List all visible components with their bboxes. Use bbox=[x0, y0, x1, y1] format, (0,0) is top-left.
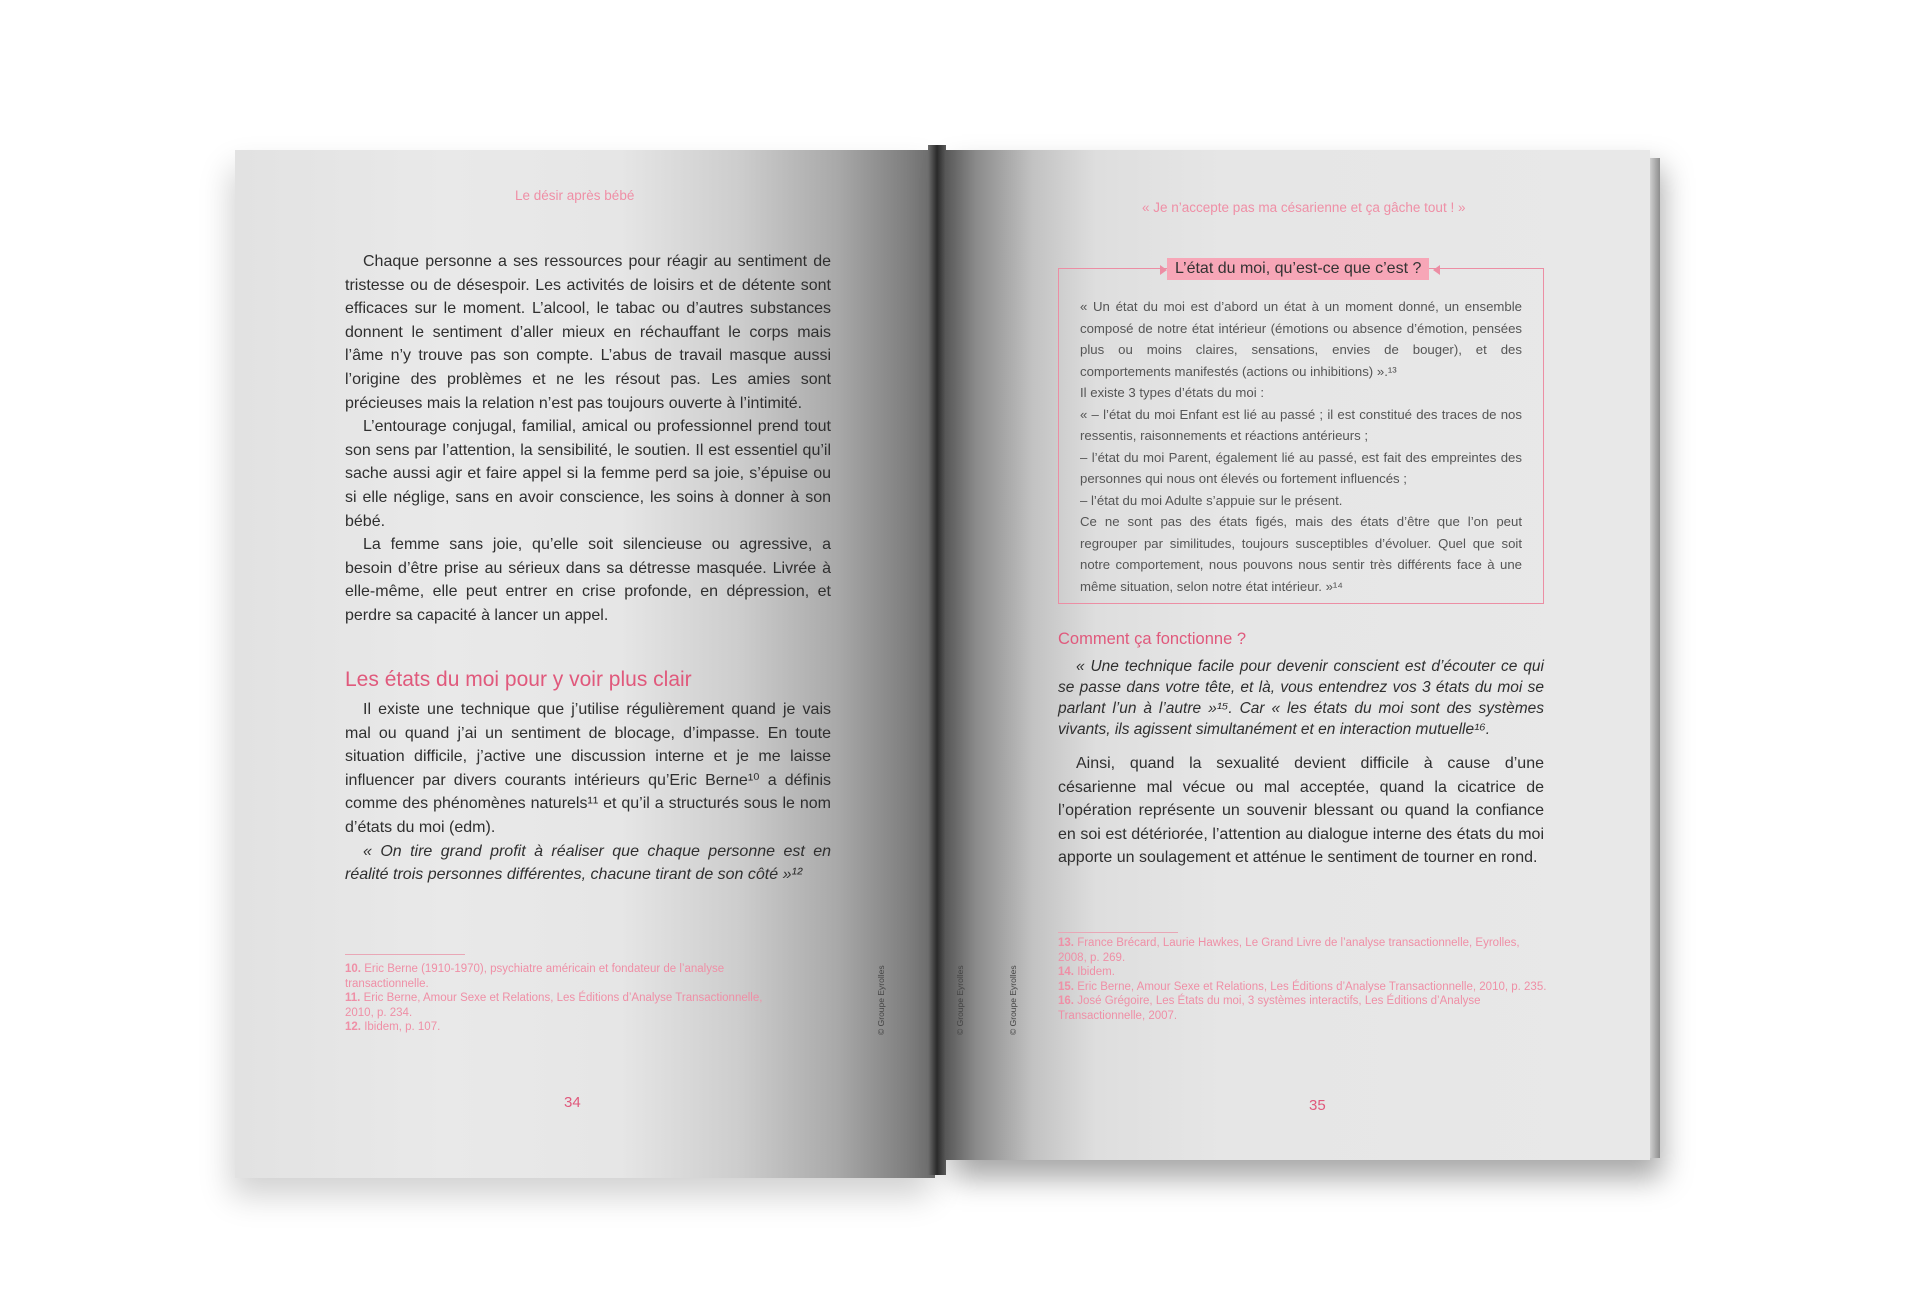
left-footnotes bbox=[345, 962, 765, 1035]
box-line: Il existe 3 types d’états du moi : bbox=[1080, 385, 1264, 400]
footnote-rule bbox=[1058, 932, 1178, 933]
footnote: 13. France Brécard, Laurie Hawkes, Le Grand Livre de l’analyse transactionnelle, Eyrolles, 2008, p. 269. bbox=[1058, 937, 1520, 964]
page-edge bbox=[1650, 158, 1660, 1158]
page-number: 35 bbox=[1309, 1097, 1326, 1114]
box-line: Ce ne sont pas des états figés, mais des états d’être que l’on peut regrouper par similitudes, toujours susceptibles d’évoluer. Quel que soit notre comportement, nous pouvons nous sentir très différents face à une même situation, selon notre état intérieur. »¹⁴ bbox=[1080, 514, 1522, 594]
footnote: 15. Eric Berne, Amour Sexe et Relations, Les Éditions d’Analyse Transactionnelle, 2010, p. 235. bbox=[1058, 980, 1547, 993]
box-line: – l’état du moi Adulte s’appuie sur le présent. bbox=[1080, 492, 1343, 508]
paragraph: La femme sans joie, qu’elle soit silencieuse ou agressive, a besoin d’être prise au sérieux dans sa détresse masquée. Livrée à elle-même, elle peut entrer en crise profonde, en dépression, et perdre sa capacité à lancer un appel. bbox=[345, 536, 831, 624]
footnote: 11. Eric Berne, Amour Sexe et Relations, Les Éditions d’Analyse Transactionnelle, 2010, p. 234. bbox=[345, 992, 763, 1019]
right-footnotes bbox=[1058, 936, 1548, 1023]
box-line: « – l’état du moi Enfant est lié au passé ; il est constitué des traces de nos ressentis, raisonnements et réactions antérieurs ; bbox=[1080, 406, 1522, 443]
box-line: « Un état du moi est d’abord un état à un moment donné, un ensemble composé de notre état intérieur (émotions ou absence d’émotion, pensées plus ou moins claires, sensations, envies de bouger), et des comportements manifestés (actions ou inhibitions) ».¹³ bbox=[1080, 299, 1522, 379]
box-title: L’état du moi, qu’est-ce que c’est ? bbox=[1167, 258, 1429, 280]
left-running-head: Le désir après bébé bbox=[515, 188, 635, 203]
quote: « On tire grand profit à réaliser que chaque personne est en réalité trois personnes différentes, chacune tirant de son côté »¹² bbox=[345, 842, 831, 884]
footnote: 14. Ibidem. bbox=[1058, 966, 1115, 978]
book-spine bbox=[928, 145, 946, 1175]
footnote: 10. Eric Berne (1910-1970), psychiatre américain et fondateur de l’analyse transactionnelle. bbox=[345, 963, 725, 990]
copyright-notice: © Groupe Eyrolles bbox=[1008, 965, 1018, 1035]
box-line: – l’état du moi Parent, également lié au passé, est fait des empreintes des personnes qui nous ont élevés ou fortement influencés ; bbox=[1080, 449, 1522, 486]
arrow-icon bbox=[1433, 265, 1440, 275]
footnote: 12. Ibidem, p. 107. bbox=[345, 1021, 441, 1033]
paragraph: L’entourage conjugal, familial, amical ou professionnel prend tout son sens par l’attention, la sensibilité, le soutien. Il est essentiel qu’il sache aussi agir et faire appel si la femme perd sa joie, s’épuise ou si elle néglige, sans en avoir conscience, les soins à donner à son bébé. bbox=[345, 418, 831, 530]
left-section-body bbox=[345, 698, 831, 887]
paragraph: Il existe une technique que j’utilise régulièrement quand je vais mal ou quand j’ai un sentiment de blocage, d’impasse. En toute situation difficile, j’active une discussion interne et je me laisse influencer par divers courants intérieurs qu’Eric Berne¹⁰ a définis comme des phénomènes naturels¹¹ et qu’il a structurés sous le nom d’états du moi (edm). bbox=[345, 701, 831, 836]
paragraph: Chaque personne a ses ressources pour réagir au sentiment de tristesse ou de désespoir. Les activités de loisirs et de détente sont efficaces sur le moment. L’alcool, le tabac ou d’autres substances donnent le sentiment d’aller mieux en réchauffant le corps mais l’âme n’y trouve pas son compte. L’abus de travail masque aussi l’origine des problèmes et ne les résout pas. Les amies sont précieuses mais la relation n’est pas toujours ouverte à l’intimité. bbox=[345, 253, 831, 412]
footnote-rule bbox=[345, 954, 465, 955]
right-quote bbox=[1058, 656, 1544, 740]
quote: « Une technique facile pour devenir conscient est d’écouter ce qui se passe dans votre tête, et là, vous entendrez vos 3 états du moi se parlant l’un à l’autre »¹⁵. Car « les états du moi sont des systèmes vivants, ils agissent simultanément et en interaction mutuelle¹⁶. bbox=[1058, 658, 1544, 738]
copyright-notice: © Groupe Eyrolles bbox=[955, 965, 965, 1035]
paragraph: Ainsi, quand la sexualité devient difficile à cause d’une césarienne mal vécue ou mal acceptée, quand la cicatrice de l’opération représente un souvenir blessant ou quand la confiance en soi est détériorée, l’attention au dialogue interne des états du moi apporte un soulagement et atténue le sentiment de tourner en rond. bbox=[1058, 755, 1544, 867]
footnote: 16. José Grégoire, Les États du moi, 3 systèmes interactifs, Les Éditions d’Analyse Transactionnelle, 2007. bbox=[1058, 995, 1481, 1022]
arrow-icon bbox=[1160, 265, 1167, 275]
subheading: Comment ça fonctionne ? bbox=[1058, 630, 1247, 648]
copyright-notice: © Groupe Eyrolles bbox=[876, 965, 886, 1035]
right-body bbox=[1058, 752, 1544, 870]
right-running-head: « Je n’accepte pas ma césarienne et ça gâche tout ! » bbox=[1142, 200, 1466, 215]
page-number: 34 bbox=[564, 1094, 581, 1111]
left-body bbox=[345, 250, 831, 628]
box-text bbox=[1080, 296, 1522, 597]
section-heading: Les états du moi pour y voir plus clair bbox=[345, 668, 692, 691]
